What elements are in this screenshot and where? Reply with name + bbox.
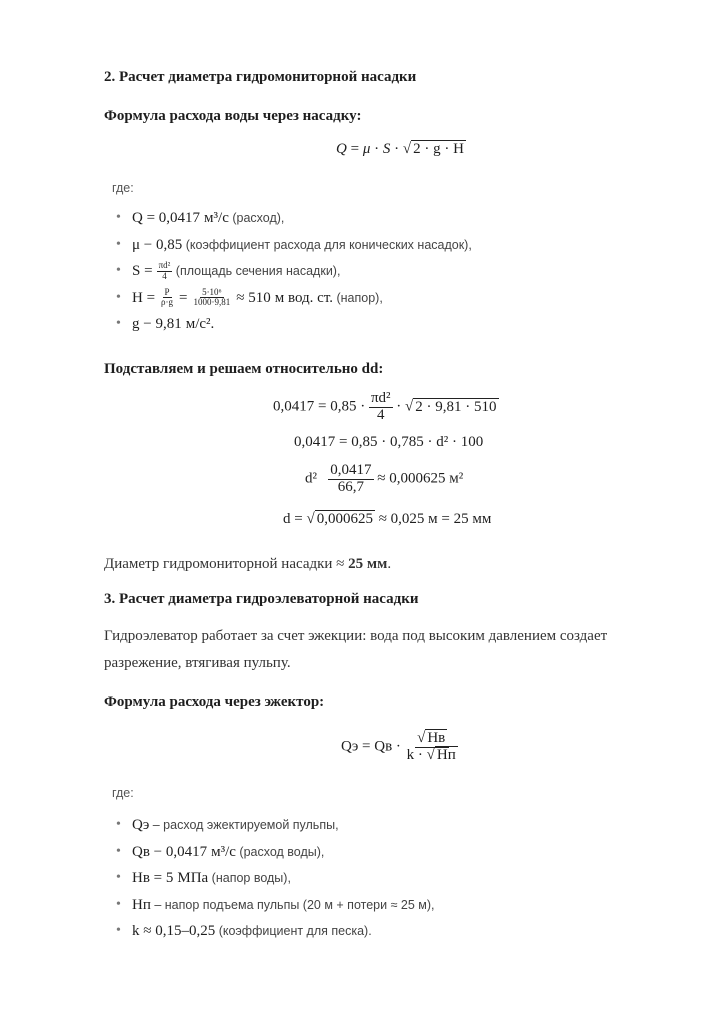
flow-formula: Q = μ · S · √ 2 · g · H <box>336 141 464 157</box>
equation-4: d = √ 0,000625 ≈ 0,025 м = 25 мм <box>283 511 492 527</box>
section-3-title: 3. Расчет диаметра гидроэлеваторной насадки <box>104 591 419 607</box>
section-2-title: 2. Расчет диаметра гидромониторной насадки <box>104 69 417 85</box>
ejector-formula-heading: Формула расхода через эжектор: <box>104 694 325 710</box>
where-label-2: где: <box>112 786 134 800</box>
list-item: • S = $\frac{\text{πd²}}{4}$ (площадь сечения насадки), <box>116 258 472 285</box>
list-item: • Hв = 5 МПа (напор воды), <box>116 865 435 892</box>
flow-formula-heading: Формула расхода воды через насадку: <box>104 108 362 124</box>
paragraph-line-1: Гидроэлеватор работает за счет эжекции: вода под высоким давлением создает <box>104 628 608 644</box>
list-item: • g − 9,81 м/с². <box>116 311 472 338</box>
where-label: где: <box>112 181 134 195</box>
equation-3: d² $\frac{0,0417}{66,7}$ ≈ 0,000625 м² <box>305 462 464 495</box>
list-item: • H = $\frac{P}{\rho\cdot g}$ = $\frac{\text{5·10⁶}}{1000\cdot 9,81}$ ≈ 510 м вод. ст. (напор), <box>116 285 472 312</box>
paragraph-line-2: разрежение, втягивая пульпу. <box>104 655 291 671</box>
list-item: • Hп – напор подъема пульпы (20 м + потери ≈ 25 м), <box>116 892 435 919</box>
list-item: • μ − 0,85 (коэффициент расхода для конических насадок), <box>116 232 472 259</box>
ejector-variables-list <box>116 812 435 945</box>
equation-2: 0,0417 = 0,85 · 0,785 · d² · 100 <box>294 434 484 450</box>
list-item: • Qв − 0,0417 м³/с (расход воды), <box>116 839 435 866</box>
conclusion: Диаметр гидромониторной насадки ≈ 25 мм. <box>104 556 392 572</box>
list-item: • Q = 0,0417 м³/с (расход), <box>116 205 472 232</box>
equation-1: 0,0417 = 0,85 · $\frac{\text{πd²}}{4}$ · √ 2 · 9,81 · 510 <box>273 390 497 423</box>
solve-heading: Подставляем и решаем относительно dd: <box>104 361 384 377</box>
list-item: • k ≈ 0,15–0,25 (коэффициент для песка). <box>116 918 435 945</box>
ejector-formula: Qэ = Qв · $\frac{√ Hв}{k \cdot √ Hп}$ <box>341 730 456 763</box>
list-item: • Qэ – расход эжектируемой пульпы, <box>116 812 435 839</box>
variables-list <box>116 205 472 338</box>
